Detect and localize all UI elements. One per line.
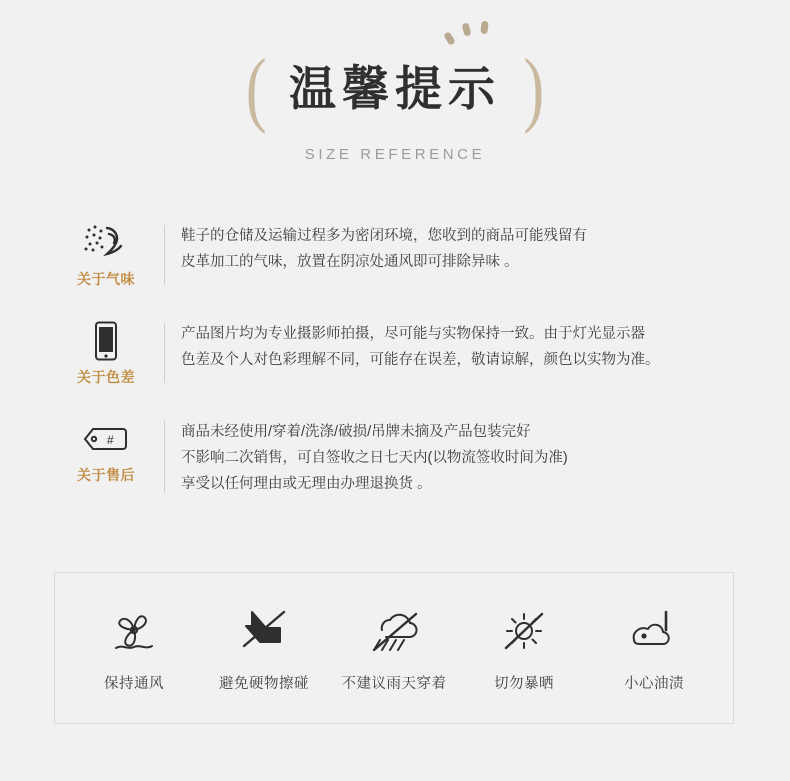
phone-screen-icon [52, 321, 160, 361]
note-line: 皮革加工的气味，放置在阴凉处通风即可排除异味 。 [181, 254, 519, 270]
note-line: 产品图片均为专业摄影师拍摄，尽可能与实物保持一致。由于灯光显示器 [181, 326, 645, 342]
care-item [199, 604, 329, 693]
no-rain-icon [329, 604, 459, 658]
note-label: 关于售后 [77, 467, 135, 483]
care-label: 避免硬物擦碰 [219, 675, 309, 692]
care-label: 保持通风 [104, 675, 164, 692]
care-label: 切勿暴晒 [494, 675, 554, 692]
svg-text:#: # [107, 433, 114, 447]
note-icon-column [52, 319, 160, 387]
notes-list [0, 221, 790, 497]
decorative-dots-icon [446, 20, 506, 50]
care-item [459, 604, 589, 693]
page-header [0, 0, 790, 163]
note-icon-column [52, 221, 160, 289]
care-items-list [55, 573, 733, 723]
note-line: 商品未经使用/穿着/洗涤/破损/吊牌未摘及产品包装完好 [181, 424, 531, 440]
care-instructions-box [54, 572, 734, 724]
note-line: 鞋子的仓储及运输过程多为密闭环境，您收到的商品可能残留有 [181, 228, 587, 244]
care-item [69, 604, 199, 693]
care-item [589, 604, 719, 693]
title-row [242, 43, 548, 135]
fan-ventilation-icon [69, 604, 199, 658]
no-scratch-icon [199, 604, 329, 658]
no-oil-stain-icon [589, 604, 719, 658]
note-icon-column [52, 417, 160, 485]
note-row [52, 417, 738, 497]
note-row [52, 221, 738, 289]
bracket-right: ) [523, 43, 545, 135]
care-label: 不建议雨天穿着 [341, 675, 447, 692]
tag-icon [52, 419, 160, 459]
note-label: 关于色差 [77, 369, 135, 385]
page-subtitle: SIZE REFERENCE [304, 146, 486, 163]
bracket-left: ( [245, 43, 267, 135]
note-text [181, 417, 738, 497]
note-line: 享受以任何理由或无理由办理退换货 。 [181, 476, 432, 492]
note-line: 色差及个人对色彩理解不同，可能存在误差，敬请谅解，颜色以实物为准。 [181, 352, 660, 368]
note-divider [164, 421, 165, 493]
note-row [52, 319, 738, 387]
care-item [329, 604, 459, 693]
note-text [181, 319, 738, 373]
page-title: 温馨提示 [289, 61, 501, 117]
note-line: 不影响二次销售，可自签收之日七天内(以物流签收时间为准) [181, 450, 568, 466]
care-label: 小心油渍 [624, 675, 684, 692]
note-label: 关于气味 [77, 271, 135, 287]
no-sun-icon [459, 604, 589, 658]
odor-icon [52, 223, 160, 263]
note-divider [164, 225, 165, 285]
note-divider [164, 323, 165, 383]
note-text [181, 221, 738, 275]
